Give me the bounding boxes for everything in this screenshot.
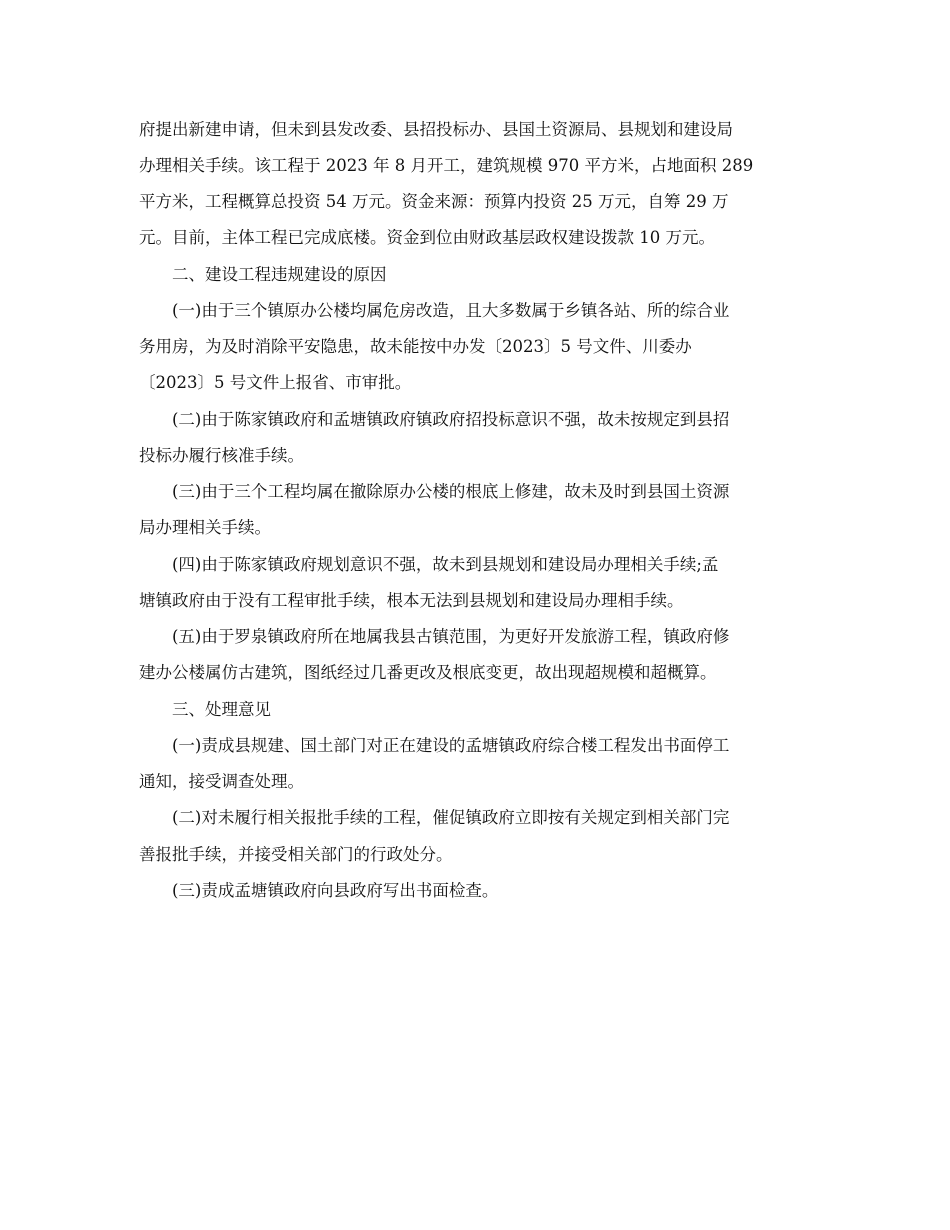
section-heading: 三、处理意见: [172, 700, 271, 719]
paragraph-line: 元。目前，主体工程已完成底楼。资金到位由财政基层政权建设拨款 10 万元。: [139, 228, 715, 247]
paragraph-line: 平方米，工程概算总投资 54 万元。资金来源：预算内投资 25 万元，自筹 29 万: [139, 192, 729, 211]
paragraph-line: 〔2023〕5 号文件上报省、市审批。: [139, 373, 412, 392]
section-heading: 二、建设工程违规建设的原因: [172, 265, 387, 284]
paragraph-line: (一)责成县规建、国土部门对正在建设的孟塘镇政府综合楼工程发出书面停工: [172, 736, 730, 755]
paragraph-line: (三)责成孟塘镇政府向县政府写出书面检查。: [172, 881, 499, 900]
paragraph-line: (四)由于陈家镇政府规划意识不强，故未到县规划和建设局办理相关手续;孟: [172, 555, 719, 574]
paragraph-line: 通知，接受调查处理。: [139, 772, 304, 791]
paragraph-line: 局办理相关手续。: [139, 518, 271, 537]
paragraph-line: 建办公楼属仿古建筑，图纸经过几番更改及根底变更，故出现超规模和超概算。: [139, 663, 717, 682]
paragraph-line: 办理相关手续。该工程于 2023 年 8 月开工，建筑规模 970 平方米，占地面积 289: [139, 156, 754, 175]
paragraph-line: (三)由于三个工程均属在撤除原办公楼的根底上修建，故未及时到县国土资源: [172, 482, 730, 501]
paragraph-line: (五)由于罗泉镇政府所在地属我县古镇范围，为更好开发旅游工程，镇政府修: [172, 627, 730, 646]
paragraph-line: 投标办履行核准手续。: [139, 446, 304, 465]
paragraph-line: 善报批手续，并接受相关部门的行政处分。: [139, 845, 453, 864]
paragraph-line: 府提出新建申请，但未到县发改委、县招投标办、县国土资源局、县规划和建设局: [139, 120, 733, 139]
paragraph-line: (一)由于三个镇原办公楼均属危房改造，且大多数属于乡镇各站、所的综合业: [172, 301, 730, 320]
paragraph-line: (二)对未履行相关报批手续的工程，催促镇政府立即按有关规定到相关部门完: [172, 808, 730, 827]
paragraph-line: 务用房，为及时消除平安隐患，故未能按中办发〔2023〕5 号文件、川委办: [139, 337, 692, 356]
paragraph-line: (二)由于陈家镇政府和孟塘镇政府镇政府招投标意识不强，故未按规定到县招: [172, 410, 730, 429]
paragraph-line: 塘镇政府由于没有工程审批手续，根本无法到县规划和建设局办理相手续。: [139, 591, 684, 610]
